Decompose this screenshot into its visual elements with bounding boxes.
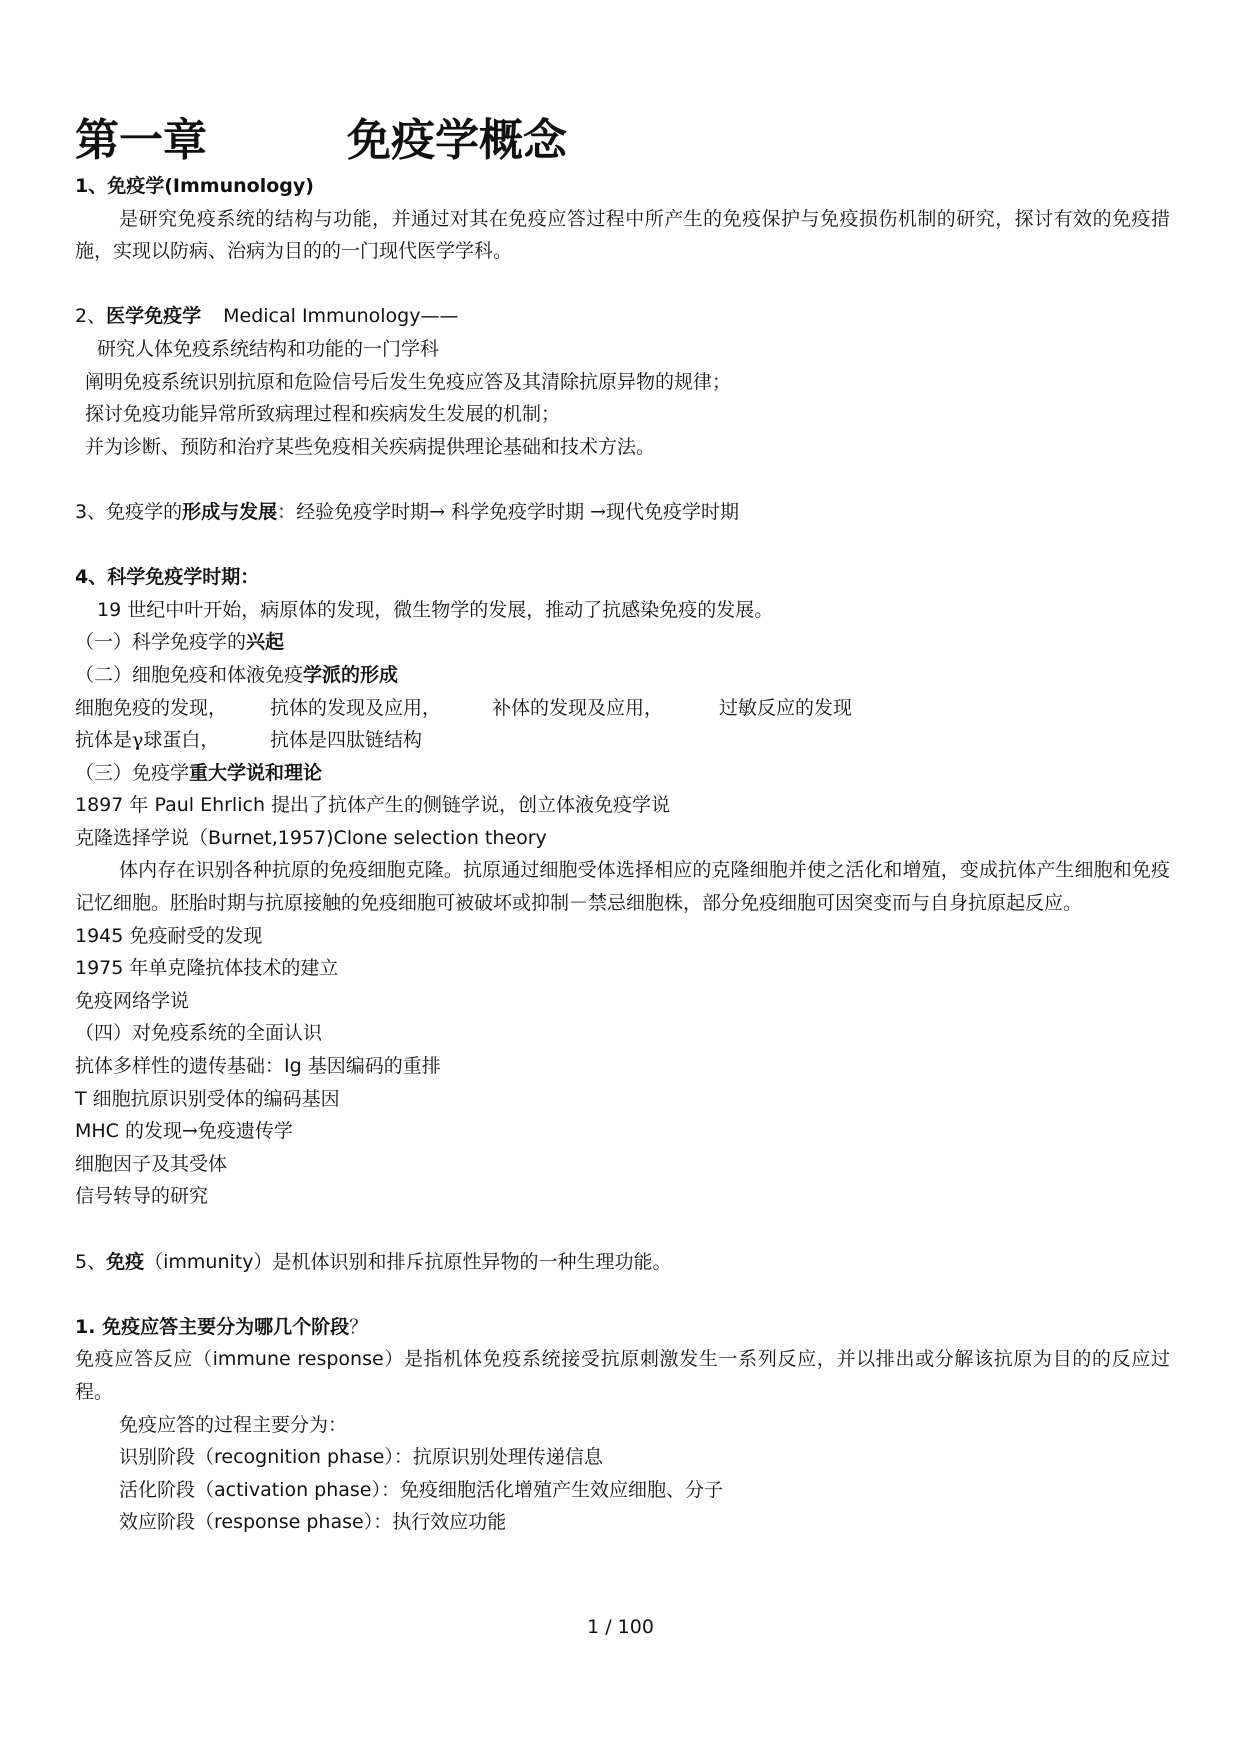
network-theory-line: 免疫网络学说: [75, 989, 190, 1012]
tcr-line: T 细胞抗原识别受体的编码基因: [75, 1087, 340, 1110]
chapter-number: 第一章: [75, 115, 207, 166]
section-2-line: 研究人体免疫系统结构和功能的一门学科: [97, 337, 440, 360]
section-4-intro: 19 世纪中叶开始，病原体的发现，微生物学的发展，推动了抗感染免疫的发展。: [97, 598, 774, 621]
subsection-heading: （一）科学免疫学的兴起: [75, 631, 285, 654]
chapter-title: [75, 112, 1170, 170]
mhc-line: MHC 的发现→免疫遗传学: [75, 1120, 293, 1143]
page-content: [75, 112, 1170, 1539]
section-1-heading: 1、免疫学(Immunology): [75, 175, 314, 197]
subsection-heading: （三）免疫学重大学说和理论: [75, 761, 323, 784]
page-number: 1 / 100: [587, 1616, 654, 1638]
section-3-text: 3、免疫学的形成与发展：经验免疫学时期→ 科学免疫学时期 →现代免疫学时期: [75, 500, 740, 523]
antibody-row: 抗体是γ球蛋白， 抗体是四肽链结构: [75, 729, 423, 752]
ehrlich-line: 1897 年 Paul Ehrlich 提出了抗体产生的侧链学说，创立体液免疫学说: [75, 794, 671, 817]
section-5-text: 5、免疫（immunity）是机体识别和排斥抗原性异物的一种生理功能。: [75, 1250, 672, 1273]
clone-selection-body: 体内存在识别各种抗原的免疫细胞克隆。抗原通过细胞受体选择相应的克隆细胞并使之活化和增殖，变成抗体产生细胞和免疫记忆细胞。胚胎时期与抗原接触的免疫细胞可被破坏或抑制－禁忌细胞株，部分免疫细胞可因突变而与自身抗原起反应。: [75, 859, 1170, 915]
question-1-body: 免疫应答反应（immune response）是指机体免疫系统接受抗原刺激发生一系列反应，并以排出或分解该抗原为目的的反应过程。: [75, 1348, 1170, 1403]
chapter-name: 免疫学概念: [347, 115, 567, 166]
phase-line: 识别阶段（recognition phase）：抗原识别处理传递信息: [119, 1446, 603, 1469]
signal-line: 信号转导的研究: [75, 1185, 209, 1208]
year-1945-line: 1945 免疫耐受的发现: [75, 924, 263, 947]
section-2-line: 阐明免疫系统识别抗原和危险信号后发生免疫应答及其清除抗原异物的规律；: [85, 370, 732, 393]
cytokine-line: 细胞因子及其受体: [75, 1152, 228, 1175]
process-intro: 免疫应答的过程主要分为：: [119, 1413, 348, 1436]
phase-line: 效应阶段（response phase）：执行效应功能: [119, 1511, 507, 1534]
section-2-heading: 2、医学免疫学 Medical Immunology——: [75, 305, 459, 328]
discovery-row: 细胞免疫的发现， 抗体的发现及应用， 补体的发现及应用， 过敏反应的发现: [75, 696, 853, 719]
section-2-line: 探讨免疫功能异常所致病理过程和疾病发生发展的机制；: [85, 403, 561, 426]
question-1-heading: 1. 免疫应答主要分为哪几个阶段？: [75, 1315, 369, 1338]
subsection-heading: （二）细胞免疫和体液免疫学派的形成: [75, 663, 399, 686]
section-4-heading: 4、科学免疫学时期：: [75, 566, 260, 589]
phase-line: 活化阶段（activation phase）：免疫细胞活化增殖产生效应细胞、分子: [119, 1478, 724, 1501]
section-1-body: 是研究免疫系统的结构与功能，并通过对其在免疫应答过程中所产生的免疫保护与免疫损伤机制的研究，探讨有效的免疫措施，实现以防病、治病为目的的一门现代医学学科。: [75, 207, 1170, 263]
year-1975-line: 1975 年单克隆抗体技术的建立: [75, 957, 339, 980]
section-2-line: 并为诊断、预防和治疗某些免疫相关疾病提供理论基础和技术方法。: [85, 435, 656, 458]
subsection-heading: （四）对免疫系统的全面认识: [75, 1022, 323, 1045]
diversity-line: 抗体多样性的遗传基础：Ig 基因编码的重排: [75, 1055, 441, 1078]
clone-selection-line: 克隆选择学说（Burnet,1957)Clone selection theory: [75, 826, 547, 849]
